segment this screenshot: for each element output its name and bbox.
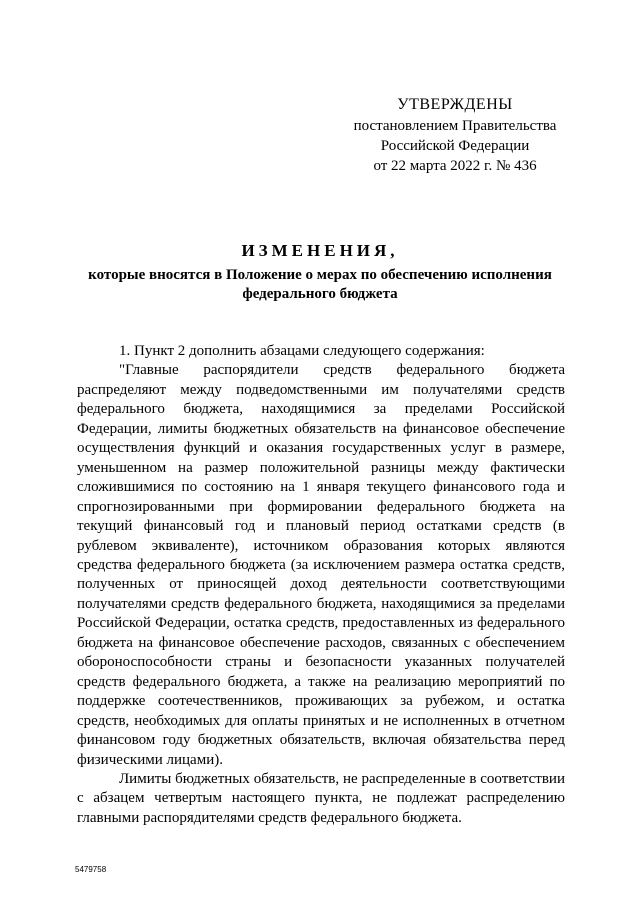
document-body — [77, 342, 565, 828]
paragraph: 1. Пункт 2 дополнить абзацами следующего содержания: — [119, 343, 485, 359]
approval-stamp — [330, 95, 580, 176]
paragraph: "Главные распорядители средств федерального бюджета распределяют между подведомственными им получателями средств федерального бюджета, находящимися за пределами Российской Федерации, лимиты бюджетных обязательств на финансовое обеспечение осуществления функций и оказания государственных услуг в размере, уменьшенном на размер положительной разницы между фактически сложившимися по состоянию на 1 января текущего финансового года и спрогнозированными при формировании федерального бюджета на текущий финансовый год и плановый период остатками средств (в рублевом эквиваленте), источником образования которых являются средства федерального бюджета (за исключением размера остатка средств, полученных от приносящей доход деятельности соответствующими получателями средств федерального бюджета, находящимися за пределами Российской Федерации, остатка средств, предоставленных из федерального бюджета на финансовое обеспечение расходов, связанных с обеспечением обороноспособности страны и безопасности указанных получателей средств федерального бюджета, а также на реализацию мероприятий по поддержке соотечественников, проживающих за рубежом, и остатка средств, необходимых для оплаты принятых и не исполненных в отчетном финансовом году бюджетных обязательств, включая обязательства перед физическими лицами). — [77, 362, 565, 768]
approval-line-1: постановлением Правительства — [353, 118, 557, 134]
approval-line-3: от 22 марта 2022 г. № 436 — [373, 158, 537, 174]
approval-line-2: Российской Федерации — [380, 138, 530, 154]
document-subtitle: которые вносятся в Положение о мерах по обеспечению исполнения федерального бюджета — [88, 267, 552, 302]
document-title: ИЗМЕНЕНИЯ, — [241, 241, 399, 260]
document-code: 5479758 — [75, 865, 107, 874]
paragraph: Лимиты бюджетных обязательств, не распределенные в соответствии с абзацем четвертым настоящего пункта, не подлежат распределению главными распорядителями средств федерального бюджета. — [77, 770, 565, 826]
approval-heading: УТВЕРЖДЕНЫ — [397, 96, 513, 113]
